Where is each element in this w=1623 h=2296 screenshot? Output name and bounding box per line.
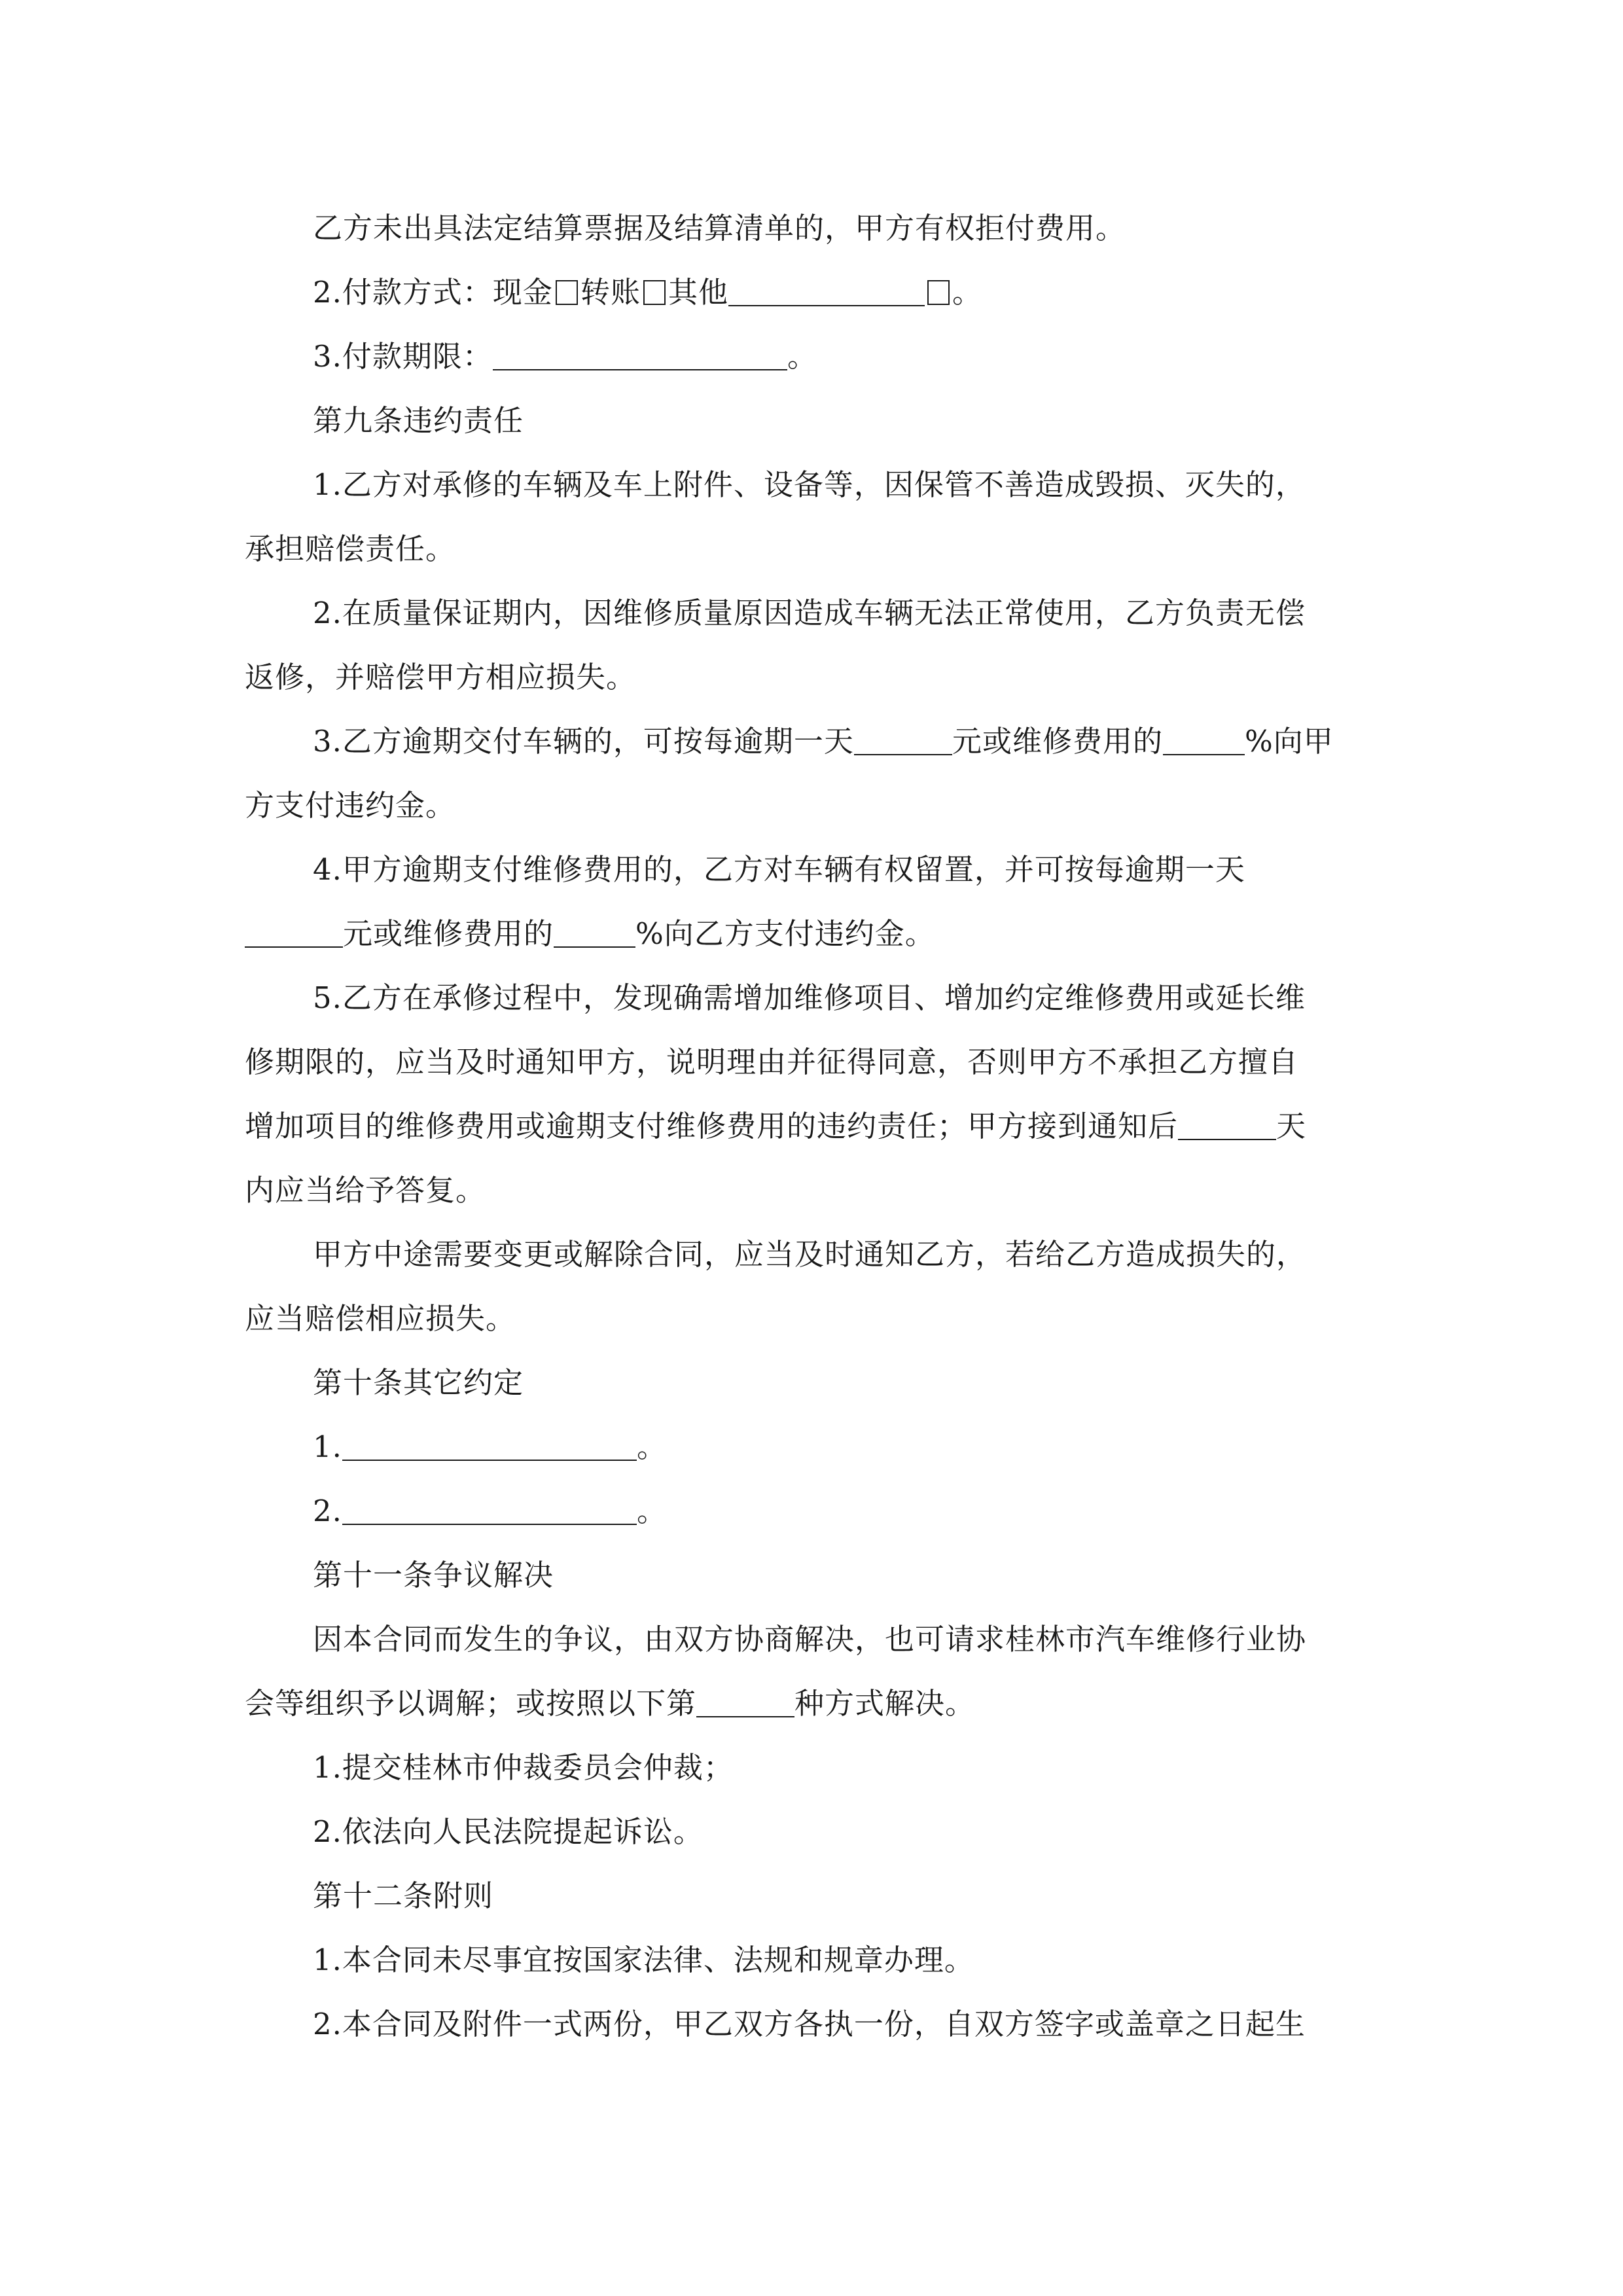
blank-field[interactable] bbox=[554, 915, 635, 948]
paragraph-line: 乙方未出具法定结算票据及结算清单的，甲方有权拒付费用。 bbox=[313, 211, 1126, 245]
section-heading: 第十二条附则 bbox=[313, 1878, 494, 1913]
blank-field[interactable] bbox=[245, 915, 343, 948]
blank-field[interactable] bbox=[342, 1428, 637, 1461]
paragraph-line: 2.在质量保证期内，因维修质量原因造成车辆无法正常使用，乙方负责无偿 bbox=[313, 596, 1306, 630]
paragraph-line: 甲方中途需要变更或解除合同，应当及时通知乙方，若给乙方造成损失的， bbox=[313, 1237, 1307, 1272]
paragraph-line: 2. 。 bbox=[313, 1494, 667, 1528]
paragraph-line: 1. 。 bbox=[313, 1429, 667, 1464]
blank-field[interactable] bbox=[854, 723, 952, 755]
paragraph-line: 因本合同而发生的争议，由双方协商解决，也可请求桂林市汽车维修行业协 bbox=[313, 1622, 1307, 1657]
paragraph-line: 5.乙方在承修过程中，发现确需增加维修项目、增加约定维修费用或延长维 bbox=[313, 980, 1306, 1015]
paragraph-line: 4.甲方逾期支付维修费用的，乙方对车辆有权留置，并可按每逾期一天 bbox=[313, 852, 1245, 887]
paragraph-line: 方支付违约金。 bbox=[245, 788, 456, 823]
paragraph-line: 1.乙方对承修的车辆及车上附件、设备等，因保管不善造成毁损、灭失的， bbox=[313, 467, 1306, 502]
payment-method-line: 2.付款方式：现金 转账 其他 。 bbox=[313, 275, 982, 310]
checkbox-transfer[interactable] bbox=[643, 280, 666, 305]
payment-term-line: 3.付款期限： 。 bbox=[313, 339, 817, 374]
blank-field[interactable] bbox=[728, 274, 925, 306]
paragraph-line: 会等组织予以调解；或按照以下第 种方式解决。 bbox=[245, 1686, 976, 1721]
paragraph-line: 2.依法向人民法院提起诉讼。 bbox=[313, 1814, 704, 1849]
section-heading: 第九条违约责任 bbox=[313, 403, 524, 438]
blank-field[interactable] bbox=[342, 1492, 637, 1525]
paragraph-line: 1.提交桂林市仲裁委员会仲裁； bbox=[313, 1750, 734, 1785]
blank-field[interactable] bbox=[1163, 723, 1245, 755]
blank-field[interactable] bbox=[1178, 1107, 1276, 1140]
paragraph-line: 承担赔偿责任。 bbox=[245, 531, 456, 566]
section-heading: 第十条其它约定 bbox=[313, 1365, 524, 1400]
paragraph-line: 应当赔偿相应损失。 bbox=[245, 1301, 516, 1336]
section-heading: 第十一条争议解决 bbox=[313, 1558, 554, 1592]
blank-field[interactable] bbox=[493, 338, 787, 370]
paragraph-line: 修期限的，应当及时通知甲方，说明理由并征得同意，否则甲方不承担乙方擅自 bbox=[245, 1045, 1299, 1079]
paragraph-line: 增加项目的维修费用或逾期支付维修费用的违约责任；甲方接到通知后 天 bbox=[245, 1109, 1307, 1143]
paragraph-line: 2.本合同及附件一式两份，甲乙双方各执一份，自双方签字或盖章之日起生 bbox=[313, 2007, 1306, 2041]
paragraph-line: 返修，并赔偿甲方相应损失。 bbox=[245, 660, 637, 694]
checkbox-other[interactable] bbox=[927, 280, 950, 305]
blank-field[interactable] bbox=[696, 1685, 794, 1717]
paragraph-line: 内应当给予答复。 bbox=[245, 1173, 486, 1208]
contract-body bbox=[245, 196, 1383, 2056]
paragraph-line: 1.本合同未尽事宜按国家法律、法规和规章办理。 bbox=[313, 1943, 974, 1977]
checkbox-cash[interactable] bbox=[556, 280, 578, 305]
paragraph-line: 元或维修费用的 %向乙方支付违约金。 bbox=[245, 902, 1383, 966]
paragraph-line: 3.乙方逾期交付车辆的，可按每逾期一天 元或维修费用的 %向甲 bbox=[313, 724, 1334, 759]
